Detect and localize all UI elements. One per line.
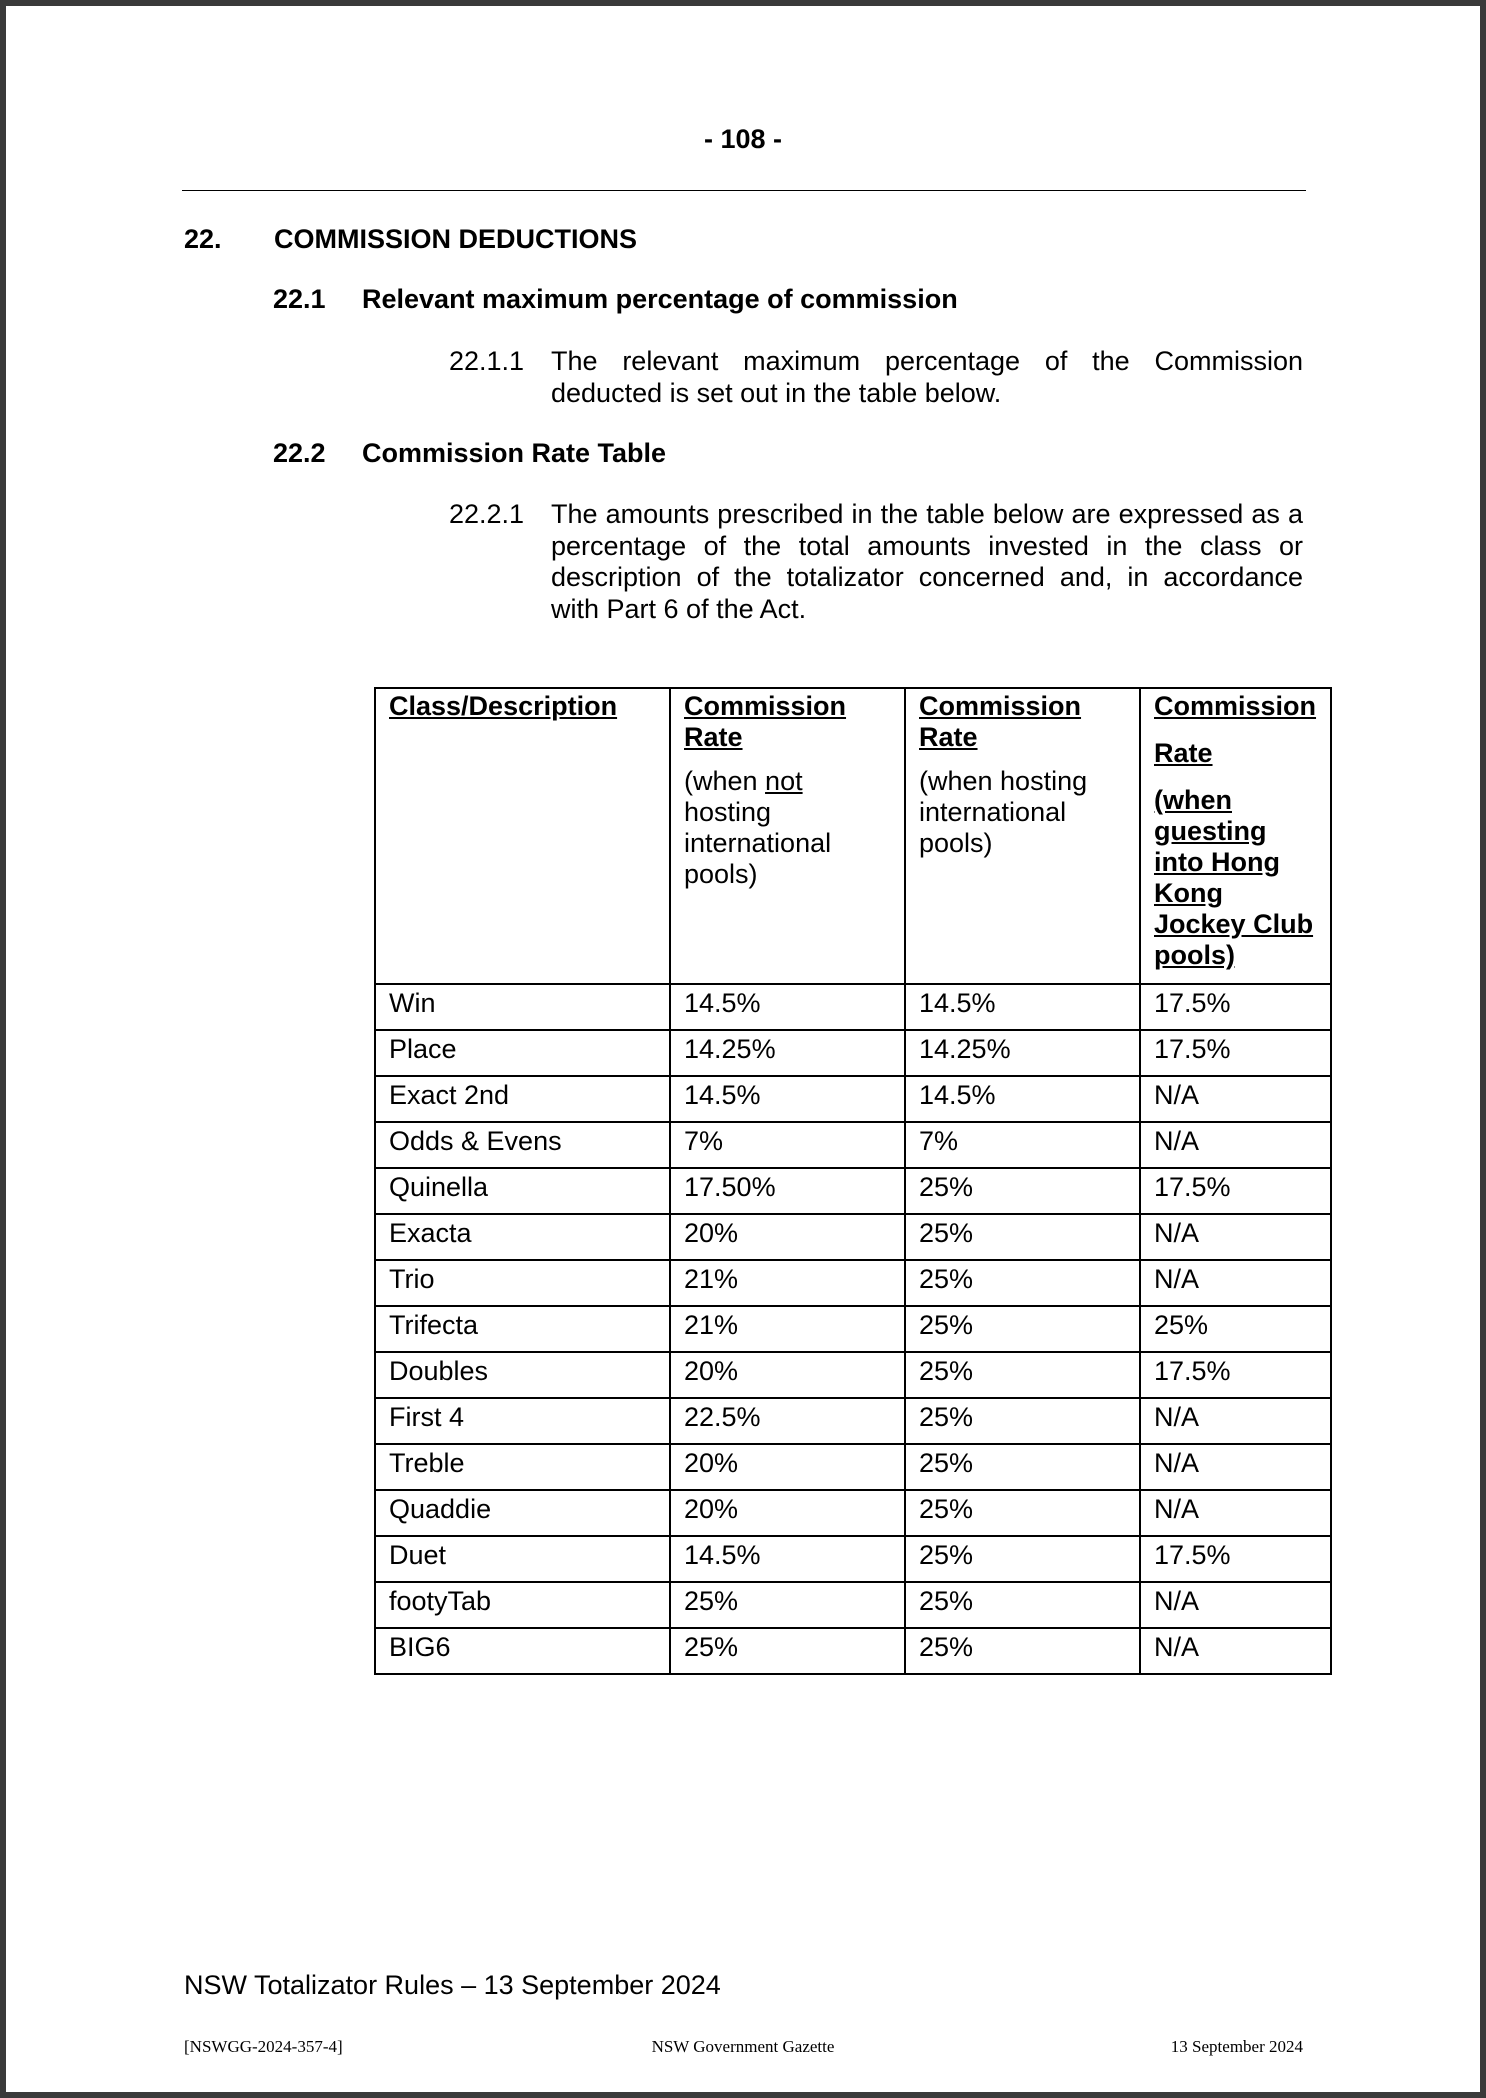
- section-title: COMMISSION DEDUCTIONS: [274, 224, 638, 254]
- rate-not-hosting-cell: 7%: [670, 1122, 905, 1168]
- rate-hosting-cell: 25%: [905, 1168, 1140, 1214]
- paragraph-1-text: The relevant maximum percentage of the Commission deducted is set out in the table below.: [551, 346, 1303, 408]
- table-row: [375, 1260, 1331, 1306]
- table-row: [375, 1306, 1331, 1352]
- rate-guesting-cell: 17.5%: [1140, 1030, 1331, 1076]
- class-cell: Quinella: [375, 1168, 670, 1214]
- rate-hosting-cell: 14.25%: [905, 1030, 1140, 1076]
- class-cell: Treble: [375, 1444, 670, 1490]
- class-cell: Doubles: [375, 1352, 670, 1398]
- rate-guesting-cell: 25%: [1140, 1306, 1331, 1352]
- rate-not-hosting-cell: 20%: [670, 1352, 905, 1398]
- gazette-publication: NSW Government Gazette: [651, 2037, 835, 2056]
- table-row: [375, 1076, 1331, 1122]
- rate-hosting-cell: 25%: [905, 1582, 1140, 1628]
- rate-hosting-cell: 25%: [905, 1490, 1140, 1536]
- header-rate-guesting-note: (when guesting into Hong Kong Jockey Club pools): [1154, 785, 1314, 970]
- class-cell: Quaddie: [375, 1490, 670, 1536]
- class-cell: Trifecta: [375, 1306, 670, 1352]
- header-rate-guesting-title-line2: Rate: [1154, 738, 1213, 768]
- rate-guesting-cell: N/A: [1140, 1490, 1331, 1536]
- rate-hosting-cell: 25%: [905, 1214, 1140, 1260]
- rate-guesting-cell: N/A: [1140, 1214, 1331, 1260]
- paragraph-1-number: 22.1.1: [449, 346, 525, 376]
- header-rate-guesting-title-line1: Commission: [1154, 691, 1317, 721]
- header-rate-guesting-title: [1154, 691, 1317, 769]
- class-cell: Win: [375, 984, 670, 1030]
- rate-hosting-cell: 25%: [905, 1628, 1140, 1674]
- rate-not-hosting-cell: 20%: [670, 1490, 905, 1536]
- table-row: [375, 1122, 1331, 1168]
- class-cell: footyTab: [375, 1582, 670, 1628]
- rate-not-hosting-cell: 25%: [670, 1582, 905, 1628]
- header-rate-not-hosting-note: [684, 766, 891, 890]
- table-row: [375, 1444, 1331, 1490]
- rate-guesting-cell: 17.5%: [1140, 1352, 1331, 1398]
- class-cell: Exact 2nd: [375, 1076, 670, 1122]
- footer-title: NSW Totalizator Rules – 13 September 2024: [184, 1970, 721, 2000]
- rate-hosting-cell: 25%: [905, 1444, 1140, 1490]
- rate-not-hosting-cell: 14.5%: [670, 984, 905, 1030]
- rate-guesting-cell: N/A: [1140, 1628, 1331, 1674]
- class-cell: Exacta: [375, 1214, 670, 1260]
- rate-guesting-cell: 17.5%: [1140, 984, 1331, 1030]
- rate-not-hosting-cell: 14.5%: [670, 1076, 905, 1122]
- header-rate-hosting-title: Commission Rate: [919, 691, 1082, 752]
- rate-guesting-cell: N/A: [1140, 1076, 1331, 1122]
- rate-guesting-cell: N/A: [1140, 1260, 1331, 1306]
- table-row: [375, 1490, 1331, 1536]
- table-header-row: [375, 688, 1331, 984]
- class-cell: Odds & Evens: [375, 1122, 670, 1168]
- class-cell: Place: [375, 1030, 670, 1076]
- table-row: [375, 1398, 1331, 1444]
- rate-guesting-cell: N/A: [1140, 1122, 1331, 1168]
- rate-not-hosting-cell: 21%: [670, 1306, 905, 1352]
- rate-not-hosting-cell: 17.50%: [670, 1168, 905, 1214]
- page-number: - 108 -: [703, 124, 783, 154]
- table-body: [375, 984, 1331, 1674]
- subsection-1-number: 22.1: [273, 284, 326, 314]
- paragraph-2-text: The amounts prescribed in the table below are expressed as a percentage of the total amounts invested in the class or description of the totalizator concerned and, in accordance with Part 6 of the Act.: [551, 499, 1303, 624]
- rate-not-hosting-cell: 22.5%: [670, 1398, 905, 1444]
- table-row: [375, 1628, 1331, 1674]
- rate-hosting-cell: 14.5%: [905, 984, 1140, 1030]
- rate-hosting-cell: 25%: [905, 1352, 1140, 1398]
- rate-not-hosting-cell: 20%: [670, 1214, 905, 1260]
- note-not-emphasis: not: [765, 766, 803, 796]
- table-row: [375, 1582, 1331, 1628]
- rate-hosting-cell: 7%: [905, 1122, 1140, 1168]
- rate-hosting-cell: 25%: [905, 1398, 1140, 1444]
- rate-not-hosting-cell: 14.25%: [670, 1030, 905, 1076]
- rate-hosting-cell: 25%: [905, 1306, 1140, 1352]
- gazette-reference: [NSWGG-2024-357-4]: [184, 2037, 343, 2056]
- rate-not-hosting-cell: 25%: [670, 1628, 905, 1674]
- class-cell: First 4: [375, 1398, 670, 1444]
- rate-guesting-cell: N/A: [1140, 1444, 1331, 1490]
- table-row: [375, 1536, 1331, 1582]
- rate-guesting-cell: 17.5%: [1140, 1536, 1331, 1582]
- header-class-description: [375, 688, 670, 984]
- rate-not-hosting-cell: 20%: [670, 1444, 905, 1490]
- rate-hosting-cell: 25%: [905, 1260, 1140, 1306]
- header-class-description-label: Class/Description: [389, 691, 618, 721]
- table-row: [375, 1168, 1331, 1214]
- table-row: [375, 1214, 1331, 1260]
- paragraph-2-number: 22.2.1: [449, 499, 525, 529]
- class-cell: Duet: [375, 1536, 670, 1582]
- table-row: [375, 984, 1331, 1030]
- header-rate-guesting-hkjc: [1140, 688, 1331, 984]
- commission-rate-table: [374, 687, 1332, 1675]
- rate-hosting-cell: 25%: [905, 1536, 1140, 1582]
- table-row: [375, 1352, 1331, 1398]
- section-number: 22.: [184, 224, 222, 254]
- subsection-2-title: Commission Rate Table: [362, 438, 667, 468]
- subsection-1-title: Relevant maximum percentage of commission: [362, 284, 958, 314]
- rate-guesting-cell: N/A: [1140, 1582, 1331, 1628]
- table-row: [375, 1030, 1331, 1076]
- header-rate-not-hosting-title: Commission Rate: [684, 691, 847, 752]
- class-cell: BIG6: [375, 1628, 670, 1674]
- rate-guesting-cell: 17.5%: [1140, 1168, 1331, 1214]
- subsection-2-number: 22.2: [273, 438, 326, 468]
- note-prefix: (when: [684, 766, 766, 796]
- header-rate-not-hosting: [670, 688, 905, 984]
- gazette-date: 13 September 2024: [1170, 2037, 1303, 2056]
- header-rule: [182, 190, 1306, 191]
- header-rate-hosting: [905, 688, 1140, 984]
- rate-hosting-cell: 14.5%: [905, 1076, 1140, 1122]
- class-cell: Trio: [375, 1260, 670, 1306]
- rate-guesting-cell: N/A: [1140, 1398, 1331, 1444]
- rate-not-hosting-cell: 14.5%: [670, 1536, 905, 1582]
- rate-not-hosting-cell: 21%: [670, 1260, 905, 1306]
- note-suffix: hosting international pools): [684, 797, 832, 889]
- header-rate-hosting-note: (when hosting international pools): [919, 766, 1088, 858]
